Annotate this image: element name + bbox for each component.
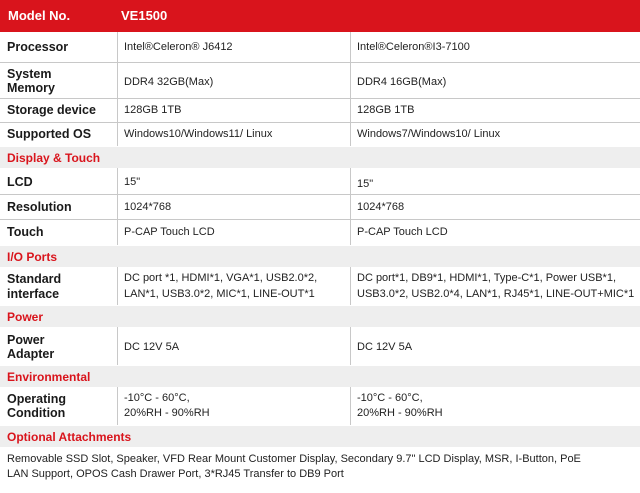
row-value-col1: 15" [124,176,141,188]
row-label: Processor [7,40,69,54]
row-value-col1: Windows10/Windows11/ Linux [124,128,273,140]
row-operating-condition [0,387,640,425]
row-value-col1-line1: DC port *1, HDMI*1, VGA*1, USB2.0*2, [124,272,318,284]
row-resolution [0,194,640,219]
row-touch [0,219,640,245]
row-value-col1: P-CAP Touch LCD [124,226,215,238]
row-os [0,122,640,146]
row-label-line2: Condition [7,406,66,420]
row-value-col2: 1024*768 [357,201,405,213]
row-label-line2: Memory [7,81,55,95]
row-memory [0,62,640,98]
row-value-col1-line2: LAN*1, USB3.0*2, MIC*1, LINE-OUT*1 [124,288,315,300]
row-label-line2: interface [7,287,60,301]
section-power [0,306,640,327]
row-storage [0,98,640,122]
row-value-col2-line2: USB3.0*2, USB2.0*4, LAN*1, RJ45*1, LINE-OUT+MIC*1 [357,288,635,300]
row-value-col2: 15" [357,178,374,190]
row-value-col1: Intel®Celeron® J6412 [124,41,233,53]
row-value-col2: DC 12V 5A [357,341,413,353]
row-value-col2: Windows7/Windows10/ Linux [357,128,501,140]
row-value-col2-line1: -10°C - 60°C, [357,392,423,404]
section-title: Environmental [7,370,91,384]
section-optional-attachments [0,426,640,447]
row-value-col2: 128GB 1TB [357,104,415,116]
row-label-line2: Adapter [7,347,55,361]
section-environmental [0,366,640,387]
row-label: LCD [7,175,33,189]
row-value-col1: 128GB 1TB [124,104,182,116]
row-value-col1-line2: 20%RH - 90%RH [124,407,210,419]
row-value-col2-line1: DC port*1, DB9*1, HDMI*1, Type-C*1, Power USB*1, [357,272,617,284]
section-title: I/O Ports [7,250,58,264]
row-value-col1: DC 12V 5A [124,341,180,353]
row-lcd [0,168,640,194]
row-interface [0,267,640,305]
row-label: Touch [7,225,44,239]
row-label: Supported OS [7,127,92,141]
row-value-col1-line1: -10°C - 60°C, [124,392,190,404]
optional-text-line2: LAN Support, OPOS Cash Drawer Port, 3*RJ45 Transfer to DB9 Port [7,468,344,480]
section-title: Power [7,310,44,324]
row-label-line1: Power [7,333,45,347]
table-header [0,0,640,32]
row-processor [0,32,640,62]
section-title: Display & Touch [7,151,101,165]
header-label: Model No. [8,8,71,23]
header-model: VE1500 [121,8,168,23]
row-power-adapter [0,327,640,365]
row-value-col2-line2: 20%RH - 90%RH [357,407,443,419]
row-value-col1: DDR4 32GB(Max) [124,76,214,88]
row-label-line1: System [7,67,52,81]
section-io-ports [0,246,640,267]
row-value-col2: Intel®Celeron®I3-7100 [357,41,470,53]
section-display-touch [0,147,640,168]
row-label-line1: Standard [7,272,62,286]
row-value-col1: 1024*768 [124,201,172,213]
row-value-col2: DDR4 16GB(Max) [357,76,447,88]
row-value-col2: P-CAP Touch LCD [357,226,448,238]
optional-text-line1: Removable SSD Slot, Speaker, VFD Rear Mount Customer Display, Secondary 9.7" LCD Display, MSR, I-Button, PoE [7,453,581,465]
row-label: Resolution [7,200,72,214]
row-label: Storage device [7,103,96,117]
section-title: Optional Attachments [7,430,132,444]
row-label-line1: Operating [7,392,67,406]
